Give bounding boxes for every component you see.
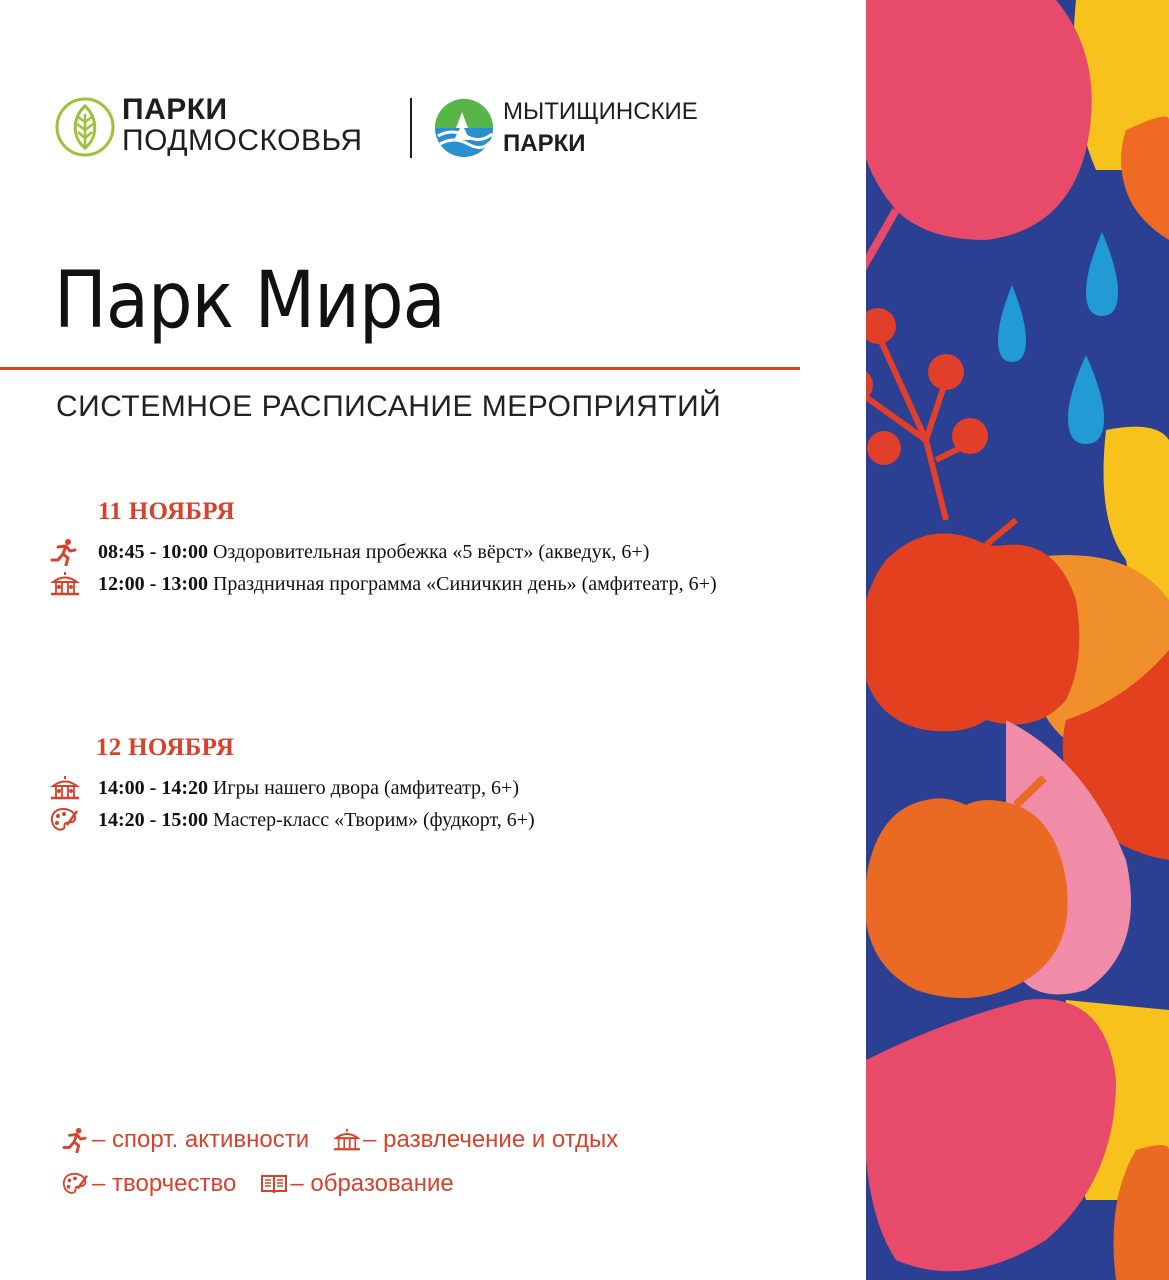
day-heading: 12 НОЯБРЯ [96, 734, 235, 761]
title-underline [0, 367, 800, 370]
podmoskovya-logo-line2: ПОДМОСКОВЬЯ [122, 124, 363, 157]
runner-icon [62, 1126, 92, 1154]
carousel-icon [50, 569, 84, 599]
podmoskovya-parks-logo [54, 96, 116, 158]
runner-icon [50, 537, 84, 567]
day-heading: 11 НОЯБРЯ [98, 498, 235, 525]
legend-label: – образование [290, 1170, 454, 1197]
mytishchi-logo-text [503, 96, 698, 160]
schedule-day [50, 498, 810, 600]
icon-legend [62, 1118, 822, 1206]
legend-item-education [260, 1170, 453, 1198]
event-description: Праздничная программа «Синичкин день» (амфитеатр, 6+) [212, 572, 717, 595]
legend-label: – спорт. активности [92, 1126, 310, 1153]
event-description: Мастер-класс «Творим» (фудкорт, 6+) [212, 808, 535, 831]
legend-item-sport [62, 1126, 309, 1154]
page-subtitle: СИСТЕМНОЕ РАСПИСАНИЕ МЕРОПРИЯТИЙ [56, 390, 722, 423]
schedule-event [50, 772, 810, 804]
event-description: Оздоровительная пробежка «5 вёрст» (акведук, 6+) [212, 540, 650, 563]
schedule-event [50, 536, 810, 568]
schedule-event [50, 804, 810, 836]
mytishchi-logo-line2: ПАРКИ [503, 130, 586, 157]
podmoskovya-logo-line1: ПАРКИ [122, 93, 228, 126]
mytishchi-parks-logo [434, 98, 494, 158]
legend-row [62, 1162, 822, 1206]
event-time: 14:20 - 15:00 [98, 808, 208, 831]
event-time: 14:00 - 14:20 [98, 776, 208, 799]
carousel-icon [50, 773, 84, 803]
carousel-icon [333, 1126, 363, 1154]
mytishchi-logo-line1: МЫТИЩИНСКИЕ [503, 98, 698, 125]
schedule-day [50, 734, 810, 836]
podmoskovya-logo-text [122, 94, 363, 156]
legend-row [62, 1118, 822, 1162]
event-description: Игры нашего двора (амфитеатр, 6+) [212, 776, 519, 799]
decorative-autumn-panel [866, 0, 1169, 1280]
book-icon [260, 1170, 290, 1198]
palette-icon [50, 805, 84, 835]
legend-label: – творчество [92, 1170, 237, 1197]
schedule-event [50, 568, 810, 600]
legend-label: – развлечение и отдых [363, 1126, 619, 1153]
palette-icon [62, 1170, 92, 1198]
legend-item-entertainment [333, 1126, 618, 1154]
legend-item-creativity [62, 1170, 236, 1198]
event-time: 08:45 - 10:00 [98, 540, 208, 563]
event-time: 12:00 - 13:00 [98, 572, 208, 595]
logo-divider [410, 98, 412, 158]
page-title: Парк Мира [54, 256, 445, 346]
